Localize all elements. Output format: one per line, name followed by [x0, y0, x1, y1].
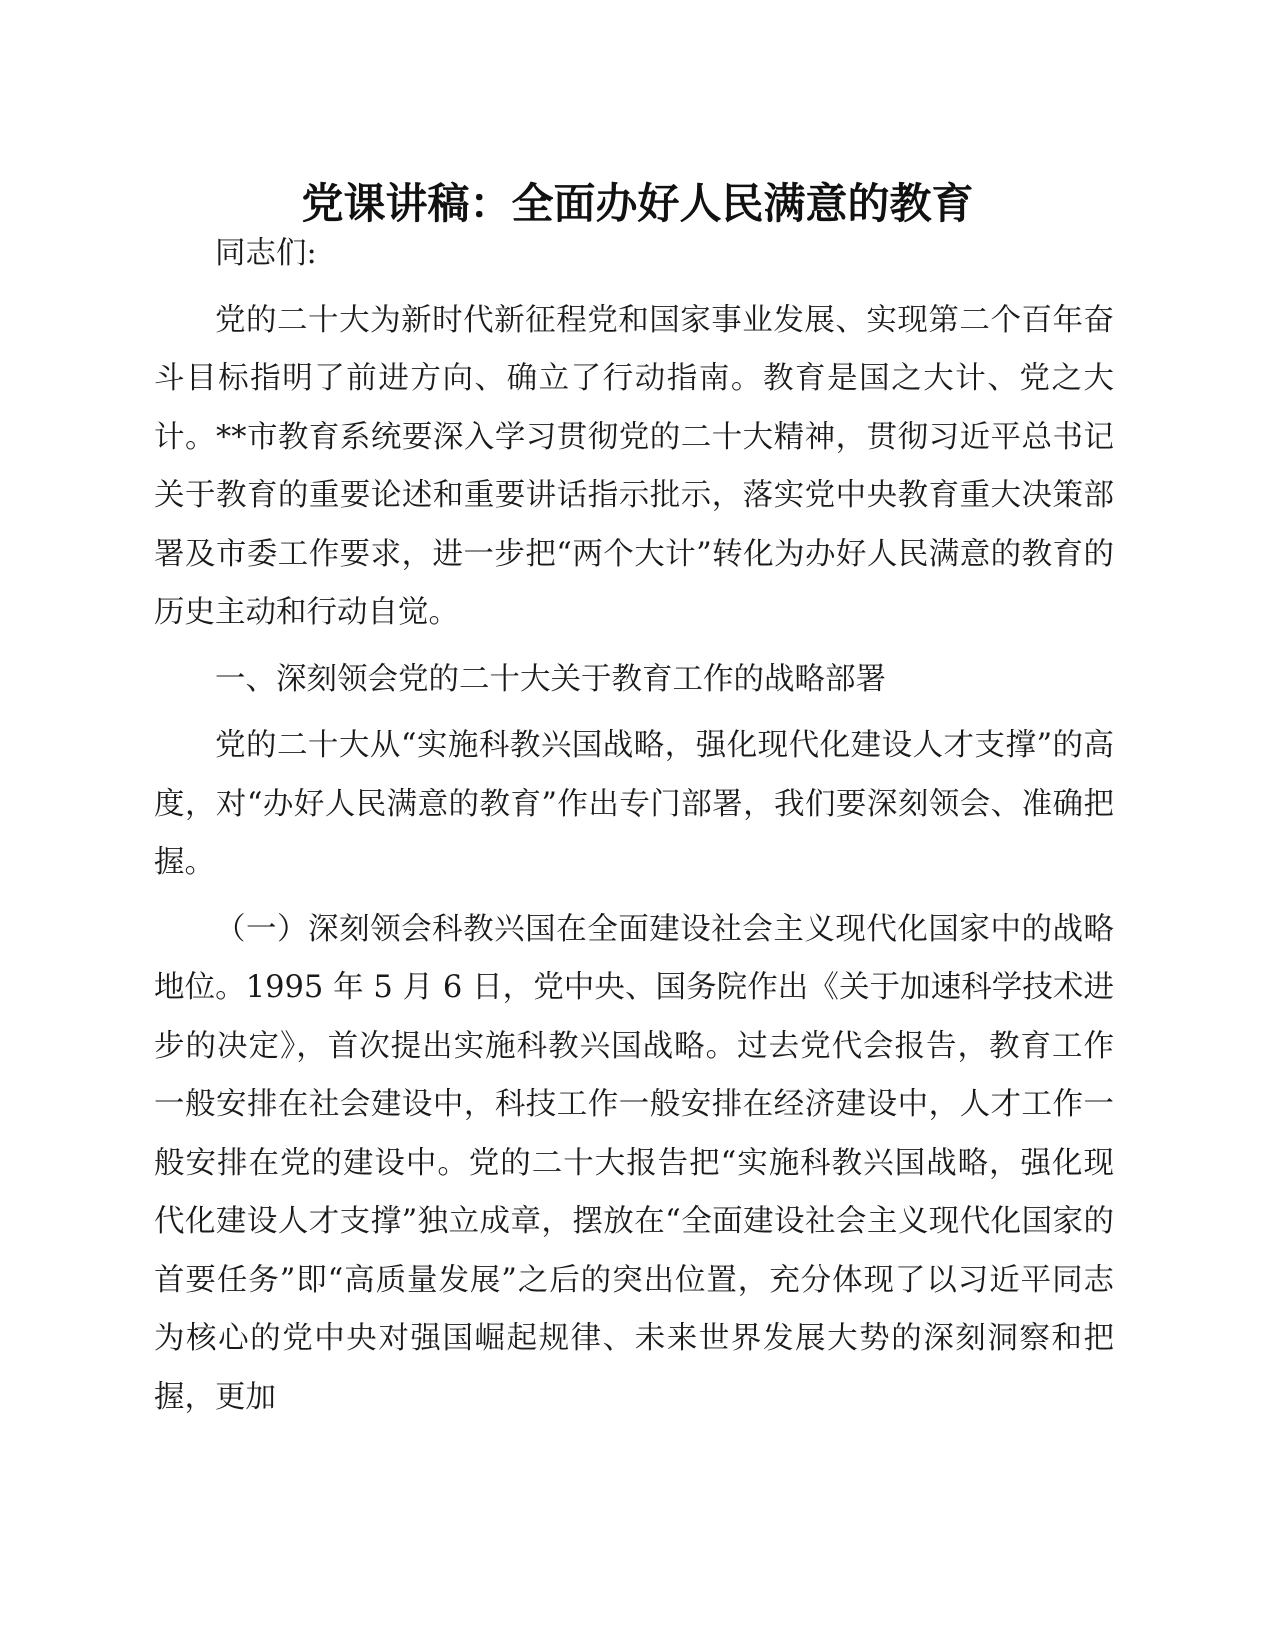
section-heading: 一、深刻领会党的二十大关于教育工作的战略部署: [215, 661, 886, 697]
intro-paragraph: 党的二十大为新时代新征程党和国家事业发展、实现第二个百年奋斗目标指明了前进方向、确立了行动指南。教育是国之大计、党之大计。**市教育系统要深入学习贯彻党的二十大精神，贯彻习近平总书记关于教育的重要论述和重要讲话指示批示，落实党中央教育重大决策部署及市委工作要求，进一步把“两个大计”转化为办好人民满意的教育的历史主动和行动自觉。: [154, 302, 1114, 630]
salutation-paragraph: 同志们:: [215, 236, 317, 271]
page-title: 党课讲稿：全面办好人民满意的教育: [301, 179, 974, 228]
subsection-paragraph: （一）深刻领会科教兴国在全面建设社会主义现代化国家中的战略地位。1995 年 5 月 6 日，党中央、国务院作出《关于加速科学技术进步的决定》，首次提出实施科教兴国战略。过去党代会报告，教育工作一般安排在社会建设中，科技工作一般安排在经济建设中，人才工作一般安排在党的建设中。党的二十大报告把“实施科教兴国战略，强化现代化建设人才支撑”独立成章，摆放在“全面建设社会主义现代化国家的首要任务”即“高质量发展”之后的突出位置，充分体现了以习近平同志为核心的党中央对强国崛起规律、未来世界发展大势的深刻洞察和把握，更加: [154, 911, 1114, 1415]
section-intro-paragraph: 党的二十大从“实施科教兴国战略，强化现代化建设人才支撑”的高度，对“办好人民满意的教育”作出专门部署，我们要深刻领会、准确把握。: [154, 728, 1114, 880]
document-body: [154, 225, 1114, 1427]
